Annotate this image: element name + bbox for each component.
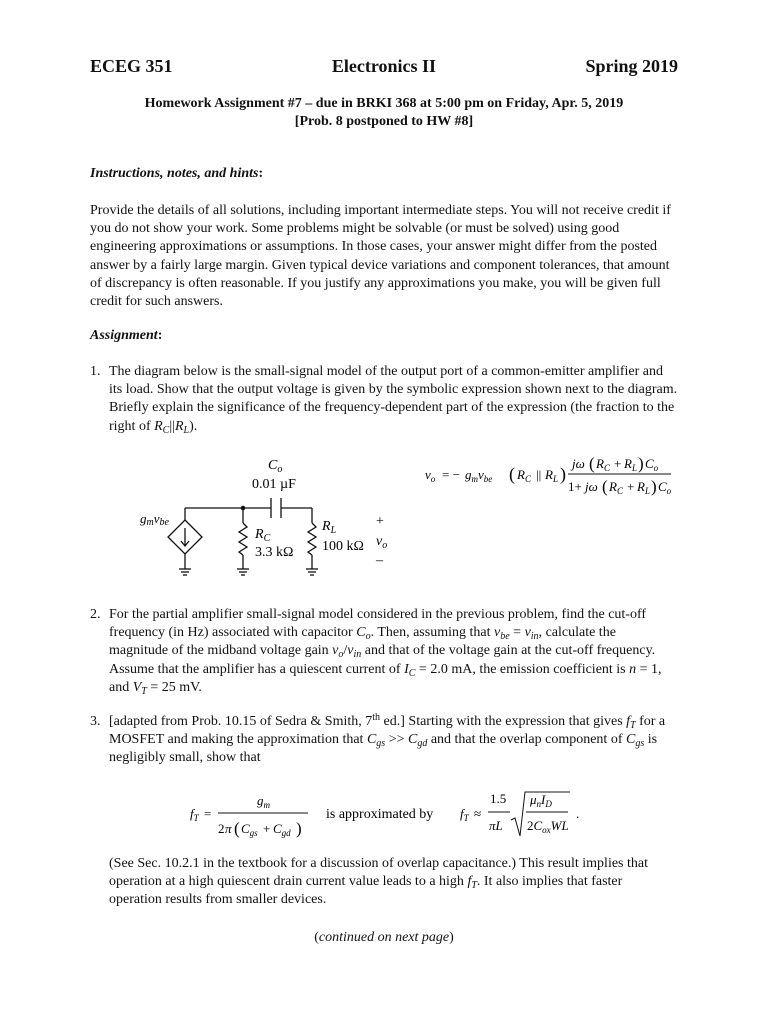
sec-note: (See Sec. 10.2.1 in the textbook for a discussion of overlap capacitance.) This result implies that operation at a high quiescent drain current value leads to a high $f_T$. It also implies that faster operation results from smaller devices. (109, 856, 648, 908)
problem-text: The diagram below is the small-signal model of the output port of a common-emitter amplifier and its load. Show that the output voltage is given by the symbolic expression shown next to the diagram. Briefly explain the significance of the frequency-dependent part of the expression (the fraction to the right of $R_C||R_L$). (109, 364, 678, 436)
instructions-heading: Instructions, notes, and hints: (90, 166, 264, 181)
course-code: ECEG 351 (90, 56, 173, 76)
svg-text:RC: $R_C$ (609, 479, 623, 496)
ft-equation (190, 788, 620, 842)
svg-text:RL: $R_L$ (637, 479, 650, 496)
problem-text: For the partial amplifier small-signal model considered in the previous problem, find the cut-off frequency (in Hz) associated with capacitor $C_o$. Then, assuming that $v_{be} = v_{in}$, calculate the magnitude of the midband voltage gain $v_o/v_{in}$ and that of the voltage gain at the cut-off frequency. Assume that the amplifier has a quiescent current of $I_C = 2.0$ mA, the emission coefficient is n = 1, and $V_T = 25$ mV. (109, 607, 662, 697)
svg-text:vo: $v_o$ (425, 467, 436, 484)
svg-text:): ) (638, 454, 644, 473)
assignment-title (90, 95, 678, 131)
svg-text:(: ( (589, 454, 595, 473)
svg-text:Co: $C_o$ (658, 479, 672, 496)
term: Spring 2019 (585, 56, 678, 76)
vo-minus: – (376, 553, 383, 568)
svg-text:μnID: $\mu_nI_D$ (530, 792, 552, 809)
svg-text:(: ( (234, 819, 240, 838)
svg-text:=: = (204, 806, 212, 821)
svg-text:jω: jω (572, 456, 585, 471)
svg-text:+: + (627, 479, 635, 494)
circuit-diagram (140, 455, 390, 590)
svg-text:2CoxWL: $2C_{ox}WL$ (527, 818, 569, 835)
svg-text:π: π (225, 821, 232, 836)
svg-text:fT: $f_T$ (190, 806, 199, 823)
svg-text:): ) (560, 464, 566, 484)
svg-text:RC: $R_C$ (596, 456, 610, 473)
svg-text:jω: jω (585, 479, 598, 494)
source-label: gmvbe (140, 511, 169, 528)
rl-value: 100 kΩ (322, 539, 364, 554)
svg-text:.: . (576, 806, 580, 821)
svg-text:Cgd: $C_{gd}$ (273, 821, 291, 838)
co-value: 0.01 µF (252, 477, 296, 492)
course-title: Electronics II (331, 56, 437, 76)
svg-text:+: + (263, 821, 271, 836)
assignment-title-line-1: Homework Assignment #7 – due in BRKI 368 at 5:00 pm on Friday, Apr. 5, 2019 (144, 96, 624, 111)
svg-text:1.5: 1.5 (490, 791, 507, 806)
svg-text:): ) (296, 819, 302, 838)
vo-plus: + (376, 514, 384, 529)
problem-number: 2. (90, 607, 101, 622)
svg-text:≈: ≈ (474, 806, 482, 821)
assignment-title-line-2: [Prob. 8 postponed to HW #8] (294, 114, 474, 129)
svg-text:Cgs: $C_{gs}$ (241, 821, 258, 838)
svg-text:RC: $R_C$ (517, 467, 531, 484)
problem-text: [adapted from Prob. 10.15 of Sedra & Smith, 7th ed.] Starting with the expression that gives $f_T$ for a MOSFET and making the approximation that $C_{gs} >> C_{gd}$ and that the overlap component of $C_{gs}$ is negligibly small, show that (109, 712, 666, 766)
svg-text:Co: $C_o$ (645, 456, 659, 473)
page-header (90, 56, 678, 80)
svg-text:2: 2 (218, 821, 225, 836)
svg-text:||: || (536, 467, 542, 482)
svg-text:fT: $f_T$ (460, 806, 469, 823)
svg-text:RL: $R_L$ (545, 467, 558, 484)
output-voltage-equation (425, 448, 675, 504)
vo-label: $v_o$ (376, 534, 388, 551)
approx-text: is approximated by (326, 807, 434, 822)
svg-text:gm: $g_m$ (257, 793, 270, 810)
svg-text:(: ( (509, 464, 515, 484)
continued-note: (continued on next page) (314, 930, 454, 945)
svg-text:RL: $R_L$ (624, 456, 637, 473)
problem-number: 3. (90, 714, 101, 729)
co-label: $C_o$ (268, 458, 283, 475)
svg-text:1+: 1+ (568, 479, 582, 494)
svg-text:= −: = − (442, 467, 460, 482)
problem-number: 1. (90, 364, 101, 379)
rl-label: $R_L$ (322, 519, 337, 536)
svg-text:gmvbe: $g_mv_{be}$ (465, 467, 493, 484)
rc-value: 3.3 kΩ (255, 545, 294, 560)
svg-text:πL: πL (489, 818, 503, 833)
assignment-heading: Assignment: (90, 328, 163, 343)
rc-label: $R_C$ (255, 527, 271, 544)
instructions-paragraph: Provide the details of all solutions, including important intermediate steps. You will not receive credit if you do not show your work. Some problems might be solvable (or must be solved) using good engineering approximations or assumptions. In those cases, your answer might differ from the posted answer by a fairly large margin. Given typical device variations and component tolerances, that amount of discrepancy is often reasonable. If you justify any approximations you make, you will be given full credit for such answers. (90, 203, 671, 310)
svg-text:(: ( (602, 477, 608, 496)
svg-text:+: + (614, 456, 622, 471)
svg-text:): ) (651, 477, 657, 496)
